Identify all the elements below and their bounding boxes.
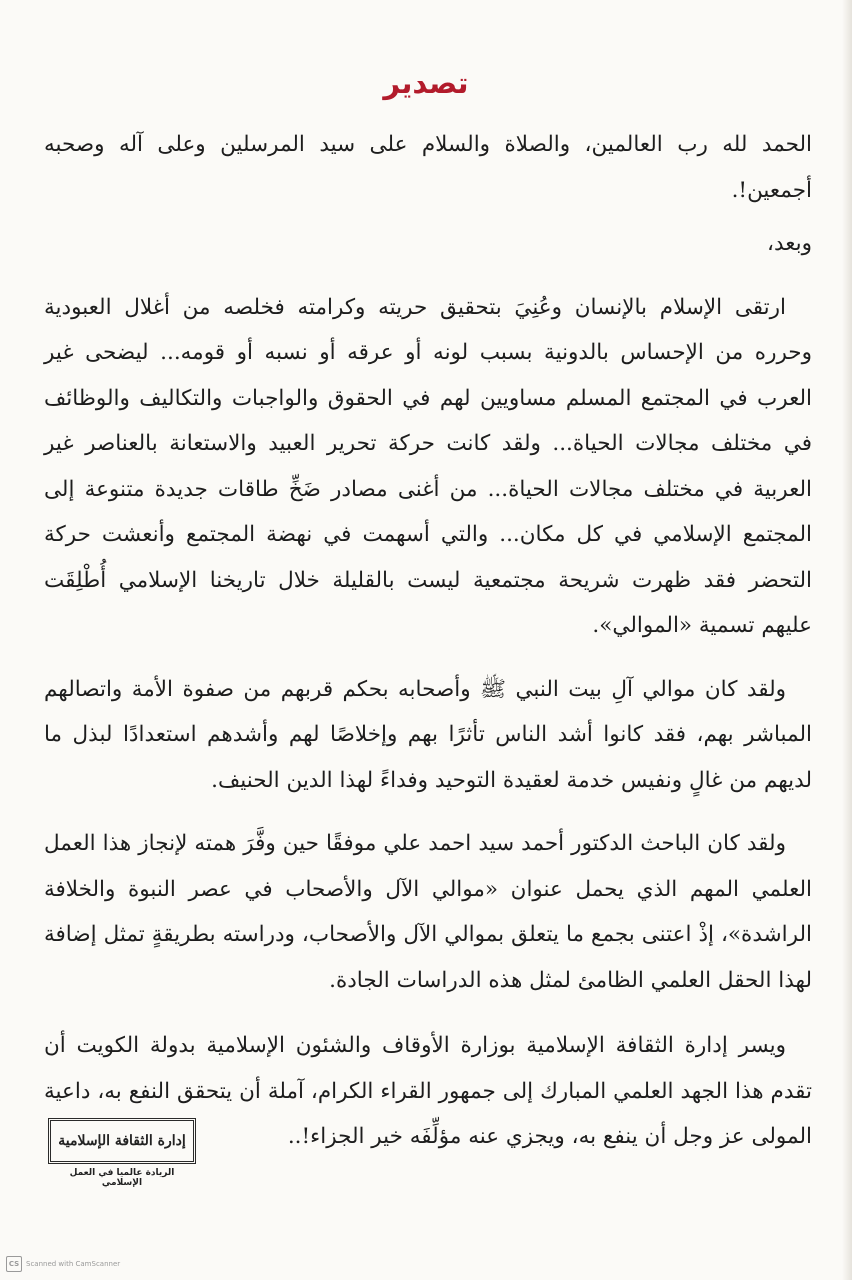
camscanner-icon: CS bbox=[6, 1256, 22, 1272]
document-body bbox=[44, 122, 812, 1160]
paragraph-wabaad: وبعد، bbox=[767, 231, 812, 256]
paragraph-researcher: ولقد كان الباحث الدكتور أحمد سيد احمد علي موفقًا حين وفَّرَ همته لإنجاز هذا العمل العلمي المهم الذي يحمل عنوان «موالي الآل والأصحاب في عصر النبوة والخلافة الراشدة»، إذْ اعتنى بجمع ما يتعلق بموالي الآل والأصحاب، ودراسته بطريقةٍ تمثل إضافة لهذا الحقل العلمي الظامئ لمثل هذه الدراسات الجادة. bbox=[44, 831, 812, 993]
scanner-text: Scanned with CamScanner bbox=[26, 1260, 121, 1268]
page-edge-shadow bbox=[842, 0, 852, 1280]
paragraph-closing: ويسر إدارة الثقافة الإسلامية بوزارة الأوقاف والشئون الإسلامية بدولة الكويت أن تقدم هذا الجهد العلمي المبارك إلى جمهور القراء الكرام، آملة أن يتحقق النفع به، داعية المولى عز وجل أن ينفع به، ويجزي عنه مؤلِّفَه خير الجزاء!.. bbox=[44, 1033, 812, 1149]
paragraph-islam: ارتقى الإسلام بالإنسان وعُنِيَ بتحقيق حريته وكرامته فخلصه من أغلال العبودية وحرره من الإحساس بالدونية بسبب لونه أو عرقه أو نسبه أو قومه... ليضحى غير العرب في المجتمع المسلم مساويين لهم في الحقوق والواجبات والتكاليف والوظائف في مختلف مجالات الحياة... ولقد كانت حركة تحرير العبيد والاستعانة بالعناصر غير العربية في مختلف مجالات الحياة... من أغنى مصادر ضَخِّ طاقات جديدة متنوعة إلى المجتمع الإسلامي في كل مكان... والتي أسهمت في نهضة المجتمع وأنعشت حركة التحضر فقد ظهرت شريحة مجتمعية ليست بالقليلة خلال تاريخنا الإسلامي أُطْلِقَت عليهم تسمية «الموالي». bbox=[44, 294, 812, 638]
page-title: تصدير bbox=[383, 66, 469, 100]
paragraph-opening: الحمد لله رب العالمين، والصلاة والسلام على سيد المرسلين وعلى آله وصحبه أجمعين!. bbox=[44, 132, 812, 203]
paragraph-mawali: ولقد كان موالي آلِ بيت النبي ﷺ وأصحابه بحكم قربهم من صفوة الأمة واتصالهم المباشر بهم، فقد كانوا أشد الناس تأثرًا بهم وإخلاصًا لهم وأشدهم استعدادًا لبذل ما لديهم من غالٍ ونفيس خدمة لعقيدة التوحيد وفداءً لهذا الدين الحنيف. bbox=[44, 676, 812, 793]
scanner-watermark bbox=[6, 1256, 120, 1272]
logo-tagline: الريادة عالميا في العمل الإسلامي bbox=[69, 1168, 175, 1188]
publisher-logo bbox=[48, 1118, 196, 1188]
logo-calligraphy: إدارة الثقافة الإسلامية bbox=[48, 1118, 196, 1164]
